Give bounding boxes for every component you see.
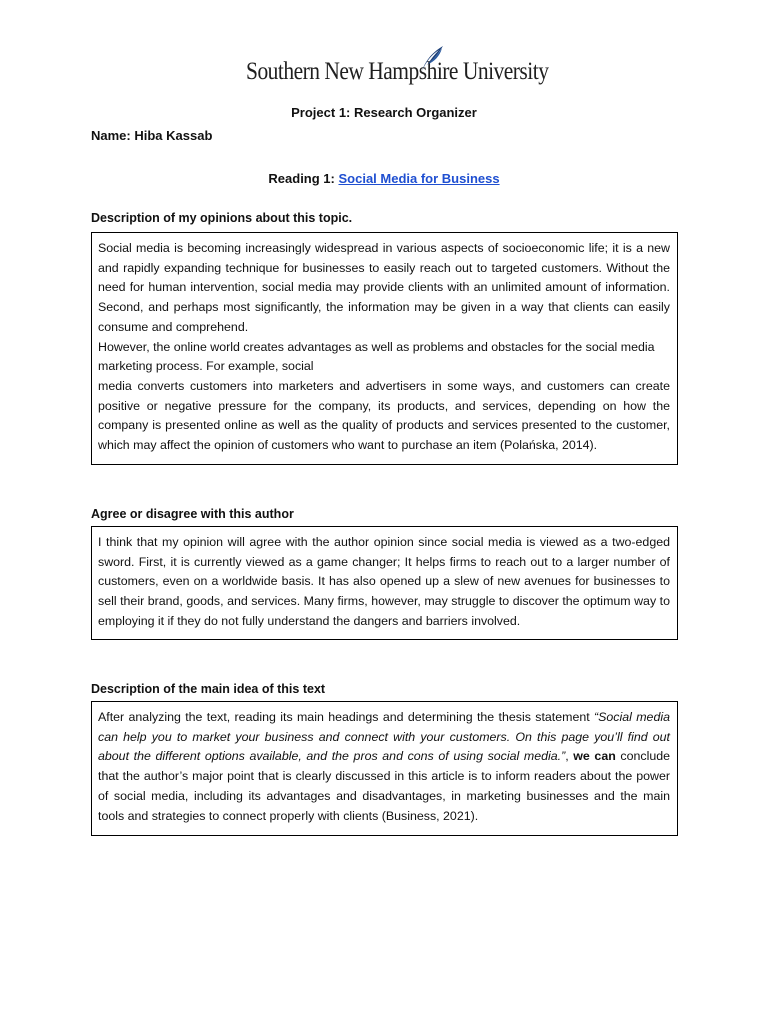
- reading-heading: [0, 171, 768, 186]
- document-title: Project 1: Research Organizer: [291, 105, 477, 120]
- main-idea-we-can: we can: [573, 749, 616, 764]
- main-idea-rest: conclude that the author’s major point that is clearly discussed in this article is to inform readers about the power of social media, including its advantages and disadvantages, in marketing businesses and the main tools and strategies to connect properly with clients (Business, 2021).: [98, 749, 671, 823]
- student-name: Name: Hiba Kassab: [91, 128, 213, 143]
- main-idea-paragraph: [98, 708, 670, 826]
- agree-label: Agree or disagree with this author: [91, 507, 294, 521]
- main-idea-comma: ,: [565, 749, 574, 764]
- main-idea-label: Description of the main idea of this text: [91, 682, 326, 696]
- main-idea-quote: “Social media can help you to market your business and connect with your customers. On this page you’ll find out about the different options available, and the pros and cons of using social media.”: [98, 710, 670, 764]
- agree-paragraph: I think that my opinion will agree with the author opinion since social media is viewed as a two-edged sword. First, it is currently viewed as a game changer; It helps firms to reach out to a larger number of customers, even on a worldwide basis. It has also opened up a slew of new avenues for businesses to sell their brand, goods, and services. Many firms, however, may struggle to discover the optimum way to employing it if they do not fully understand the dangers and barriers involved.: [98, 535, 670, 628]
- reading-link[interactable]: Social Media for Business: [338, 171, 500, 186]
- main-idea-box: [91, 701, 678, 836]
- opinions-box: [91, 232, 678, 465]
- agree-box: [91, 526, 678, 640]
- opinions-label: Description of my opinions about this topic.: [91, 211, 353, 225]
- quill-icon: [416, 44, 446, 74]
- opinions-paragraph-1: Social media is becoming increasingly widespread in various aspects of socioeconomic life; it is a new and rapidly expanding technique for businesses to easily reach out to targeted customers. Without the need for human intervention, social media may provide clients with an unlimited amount of information. Second, and perhaps most significantly, the information may be given in a way that clients can easily consume and comprehend.: [98, 241, 670, 334]
- university-logo: [246, 44, 549, 94]
- logo-text: Southern New Hampshire University: [246, 58, 549, 85]
- reading-prefix: Reading 1:: [268, 171, 339, 186]
- opinions-paragraph-3: media converts customers into marketers and advertisers in some ways, and customers can create positive or negative pressure for the company, its products, and services, depending on how the company is presented online as well as the quality of products and services presented to the customer, which may affect the opinion of customers who want to purchase an item (Polańska, 2014).: [98, 378, 670, 453]
- main-idea-lead: After analyzing the text, reading its main headings and determining the thesis statement: [98, 710, 595, 724]
- opinions-paragraph-2: However, the online world creates advantages as well as problems and obstacles for the social media marketing process. For example, social: [98, 339, 655, 374]
